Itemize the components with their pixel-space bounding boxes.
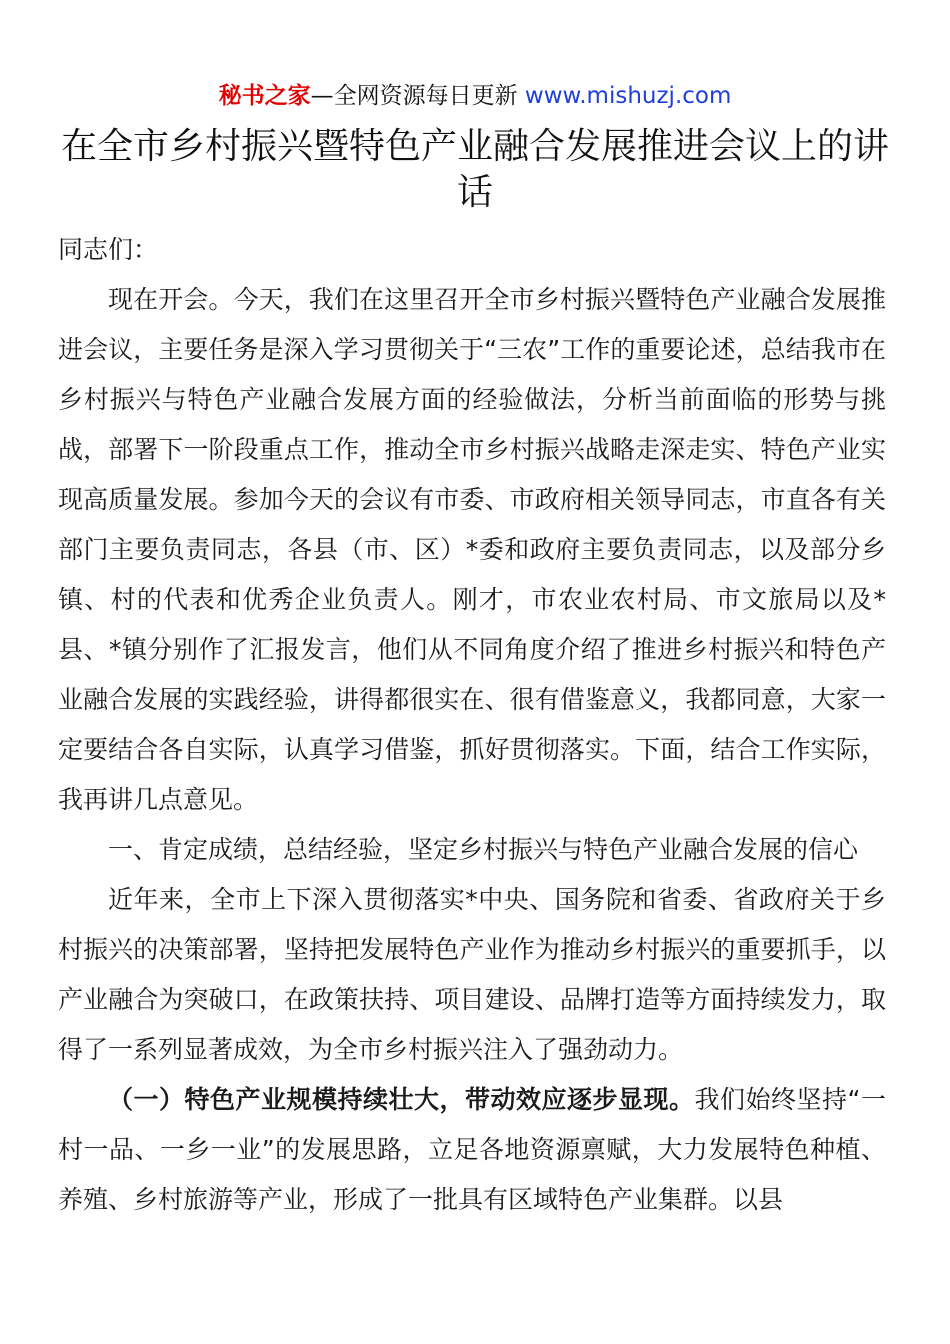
paragraph-opening: 现在开会。今天，我们在这里召开全市乡村振兴暨特色产业融合发展推进会议，主要任务是深入学习贯彻关于“三农”工作的重要论述，总结我市在乡村振兴与特色产业融合发展方面的经验做法，分析当前面临的形势与挑战，部署下一阶段重点工作，推动全市乡村振兴战略走深走实、特色产业实现高质量发展。参加今天的会议有市委、市政府相关领导同志，市直各有关部门主要负责同志，各县（市、区）*委和政府主要负责同志，以及部分乡镇、村的代表和优秀企业负责人。刚才，市农业农村局、市文旅局以及*县、*镇分别作了汇报发言，他们从不同角度介绍了推进乡村振兴和特色产业融合发展的实践经验，讲得都很实在、很有借鉴意义，我都同意，大家一定要结合各自实际，认真学习借鉴，抓好贯彻落实。下面，结合工作实际，我再讲几点意见。 xyxy=(58,285,886,814)
brand-name: 秘书之家 xyxy=(218,83,311,109)
site-banner xyxy=(0,80,950,112)
document-title: 在全市乡村振兴暨特色产业融合发展推进会议上的讲话 xyxy=(60,126,889,213)
paragraph-achievements: 近年来，全市上下深入贯彻落实*中央、国务院和省委、省政府关于乡村振兴的决策部署，坚持把发展特色产业作为推动乡村振兴的重要抓手，以产业融合为突破口，在政策扶持、项目建设、品牌打造等方面持续发力，取得了一系列显著成效，为全市乡村振兴注入了强劲动力。 xyxy=(58,885,886,1064)
document-body xyxy=(58,225,886,1225)
salutation: 同志们： xyxy=(58,235,159,264)
paragraph-subsection-1 xyxy=(58,1075,886,1225)
website-link[interactable]: www.mishuzj.com xyxy=(524,83,732,109)
banner-slogan: —全网资源每日更新 xyxy=(310,83,525,109)
subsection-heading: （一）特色产业规模持续壮大，带动效应逐步显现。 xyxy=(108,1085,695,1114)
section-heading-1: 一、肯定成绩，总结经验，坚定乡村振兴与特色产业融合发展的信心 xyxy=(108,835,859,864)
subsection-body: 我们始终坚持“一村一品、一乡一业”的发展思路，立足各地资源禀赋，大力发展特色种植、养殖、乡村旅游等产业，形成了一批具有区域特色产业集群。以县 xyxy=(58,1085,886,1214)
